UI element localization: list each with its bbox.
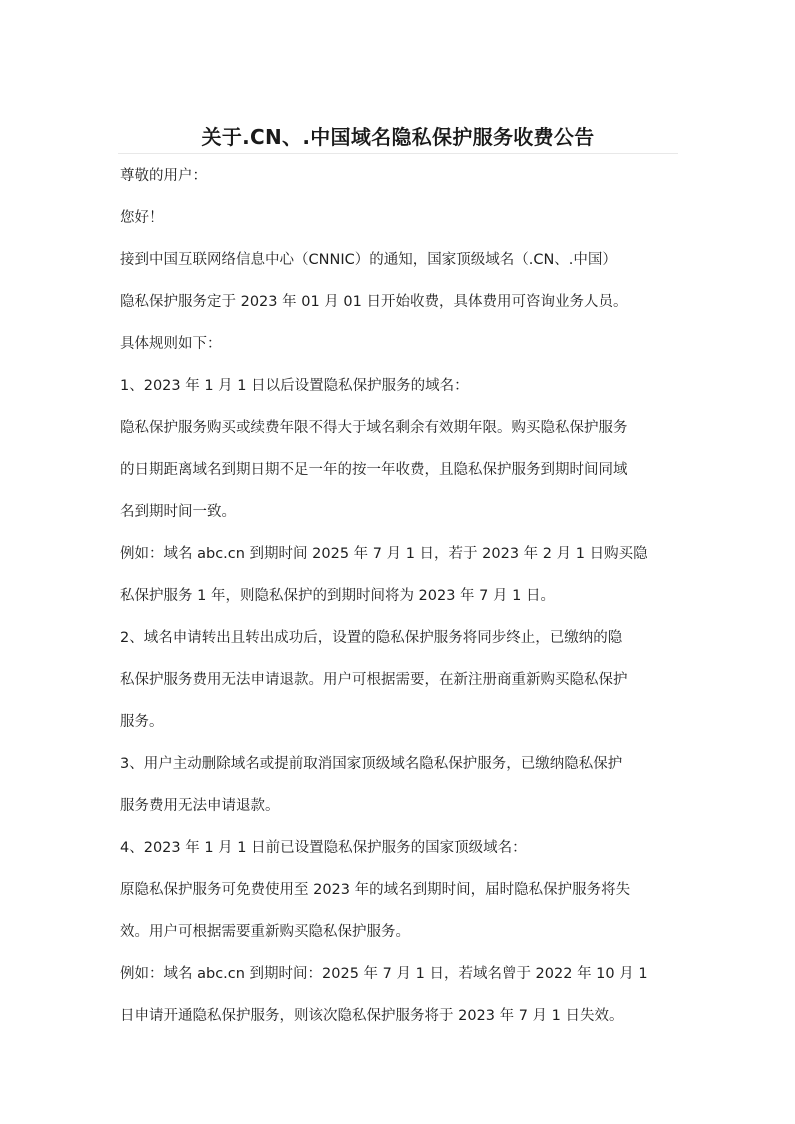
example-line: 日申请开通隐私保护服务，则该次隐私保护服务将于 2023 年 7 月 1 日失效。 [120,1008,624,1024]
paragraph-line: 效。用户可根据需要重新购买隐私保护服务。 [120,924,410,940]
paragraph-line: 服务。 [120,714,164,730]
paragraph-line: 私保护服务费用无法申请退款。用户可根据需要，在新注册商重新购买隐私保护 [120,672,628,688]
rule-3-line: 3、用户主动删除域名或提前取消国家顶级域名隐私保护服务，已缴纳隐私保护 [120,756,623,772]
paragraph-line: 隐私保护服务购买或续费年限不得大于域名剩余有效期年限。购买隐私保护服务 [120,420,628,436]
paragraph-line: 原隐私保护服务可免费使用至 2023 年的域名到期时间，届时隐私保护服务将失 [120,882,631,898]
rules-heading-line: 具体规则如下： [120,336,222,352]
paragraph-line: 接到中国互联网络信息中心（CNNIC）的通知，国家顶级域名（.CN、.中国） [120,252,617,268]
rule-1-heading: 1、2023 年 1 月 1 日以后设置隐私保护服务的域名： [120,378,469,394]
rule-2-line: 2、域名申请转出且转出成功后，设置的隐私保护服务将同步终止，已缴纳的隐 [120,630,623,646]
paragraph-line: 隐私保护服务定于 2023 年 01 月 01 日开始收费，具体费用可咨询业务人员。 [120,294,628,310]
greeting-line: 您好！ [120,210,164,226]
paragraph-line: 名到期时间一致。 [120,504,236,520]
salutation-line: 尊敬的用户： [120,168,207,184]
example-line: 私保护服务 1 年，则隐私保护的到期时间将为 2023 年 7 月 1 日。 [120,588,555,604]
example-line: 例如：域名 abc.cn 到期时间 2025 年 7 月 1 日，若于 2023 年 2 月 1 日购买隐 [120,546,648,562]
example-line: 例如：域名 abc.cn 到期时间：2025 年 7 月 1 日，若域名曾于 2022 年 10 月 1 [120,966,648,982]
paragraph-line: 的日期距离域名到期日期不足一年的按一年收费，且隐私保护服务到期时间同域 [120,462,628,478]
rule-4-heading: 4、2023 年 1 月 1 日前已设置隐私保护服务的国家顶级域名： [120,840,527,856]
title-divider [118,153,678,154]
document-title: 关于.CN、.中国域名隐私保护服务收费公告 [201,125,595,149]
paragraph-line: 服务费用无法申请退款。 [120,798,280,814]
